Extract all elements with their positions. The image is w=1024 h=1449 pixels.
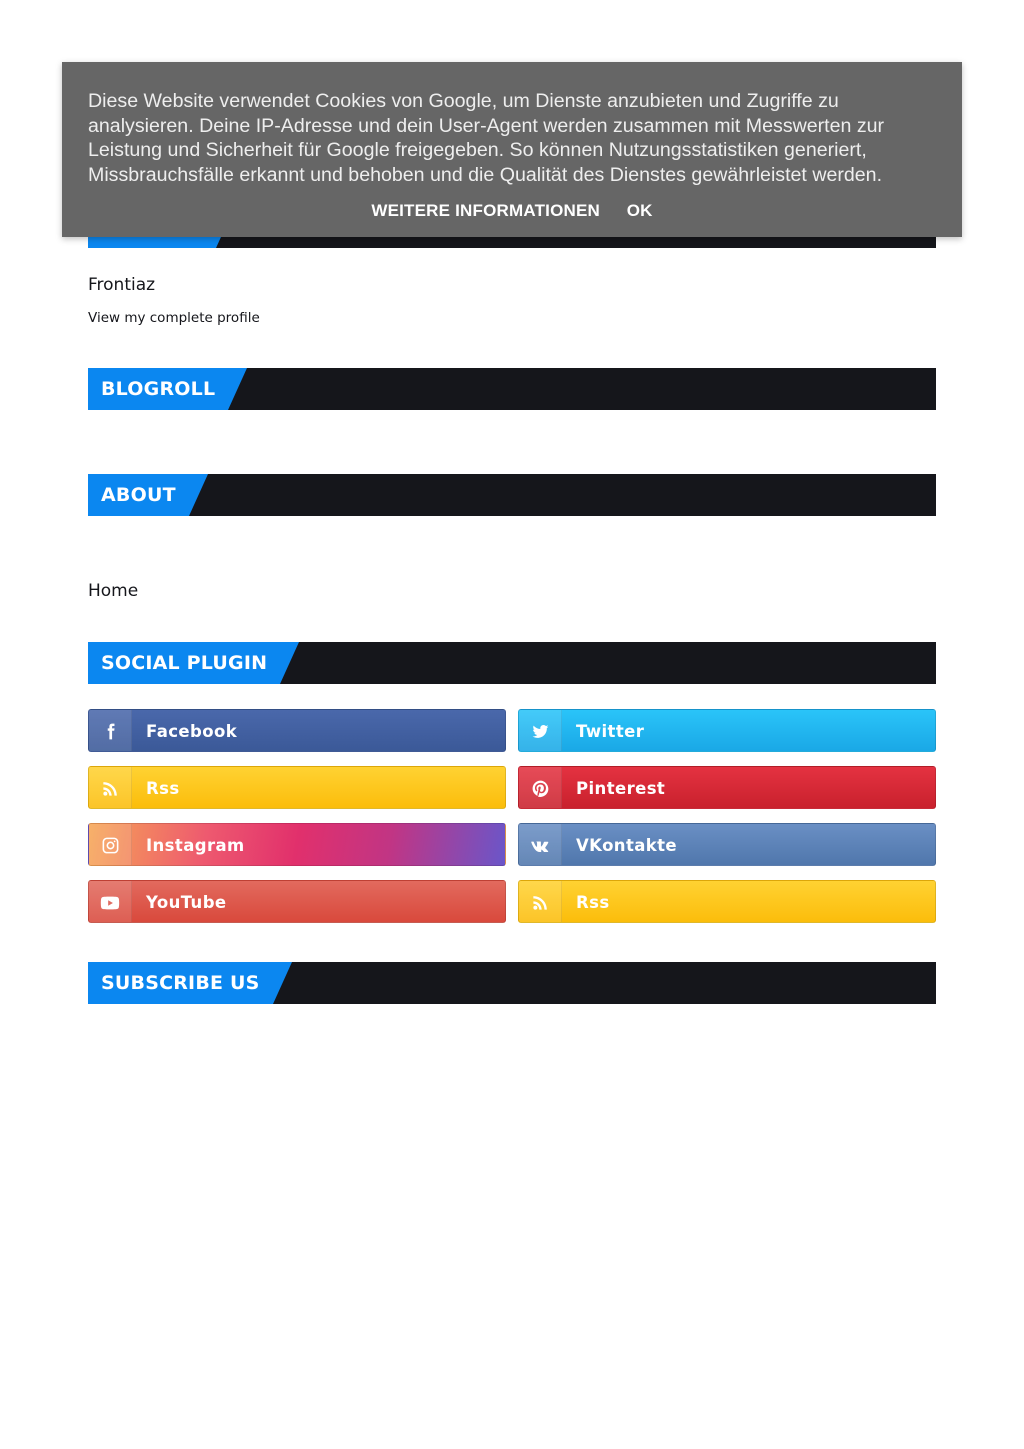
facebook-button[interactable]: [88, 709, 506, 752]
about-title: ABOUT: [88, 474, 189, 516]
home-link[interactable]: Home: [88, 581, 139, 601]
blogroll-title: BLOGROLL: [88, 368, 228, 410]
rss-button[interactable]: [88, 766, 506, 809]
instagram-button[interactable]: [88, 823, 506, 866]
social-plugin-title: SOCIAL PLUGIN: [88, 642, 280, 684]
subscribe-section-header: [88, 962, 936, 1004]
rss-button-2[interactable]: [518, 880, 936, 923]
pinterest-button[interactable]: [518, 766, 936, 809]
ok-button[interactable]: OK: [626, 201, 653, 220]
cookie-actions: [62, 201, 962, 221]
pinterest-label: Pinterest: [576, 779, 666, 798]
blogroll-section-header: [88, 368, 936, 410]
social-plugin-section-header: [88, 642, 936, 684]
twitter-button[interactable]: [518, 709, 936, 752]
about-section-header: [88, 474, 936, 516]
twitter-label: Twitter: [576, 722, 645, 741]
youtube-icon: [89, 881, 132, 923]
youtube-label: YouTube: [146, 893, 227, 912]
profile-name: Frontiaz: [88, 275, 156, 295]
cookie-banner: [62, 62, 962, 237]
facebook-icon: [89, 710, 132, 752]
rss-label: Rss: [146, 779, 180, 798]
rss-label-2: Rss: [576, 893, 610, 912]
vkontakte-label: VKontakte: [576, 836, 678, 855]
youtube-button[interactable]: [88, 880, 506, 923]
cookie-message: Diese Website verwendet Cookies von Google, um Dienste anzubieten und Zugriffe zu analysieren. Deine IP-Adresse und dein User-Agent werden zusammen mit Messwerten zur Leistung und Sicherheit für Google freigegeben. So können Nutzungsstatistiken generiert, Missbrauchsfälle erkannt und behoben und die Qualität des Dienstes gewährleistet werden.: [88, 90, 885, 186]
subscribe-title: SUBSCRIBE US: [88, 962, 273, 1004]
pinterest-icon: [519, 767, 562, 809]
facebook-label: Facebook: [146, 722, 238, 741]
rss-icon: [89, 767, 132, 809]
vkontakte-button[interactable]: [518, 823, 936, 866]
view-profile-link[interactable]: View my complete profile: [88, 310, 260, 326]
twitter-icon: [519, 710, 562, 752]
more-info-button[interactable]: WEITERE INFORMATIONEN: [371, 201, 600, 220]
instagram-label: Instagram: [146, 836, 245, 855]
instagram-icon: [89, 824, 132, 866]
rss-icon: [519, 881, 562, 923]
vk-icon: [519, 824, 562, 866]
